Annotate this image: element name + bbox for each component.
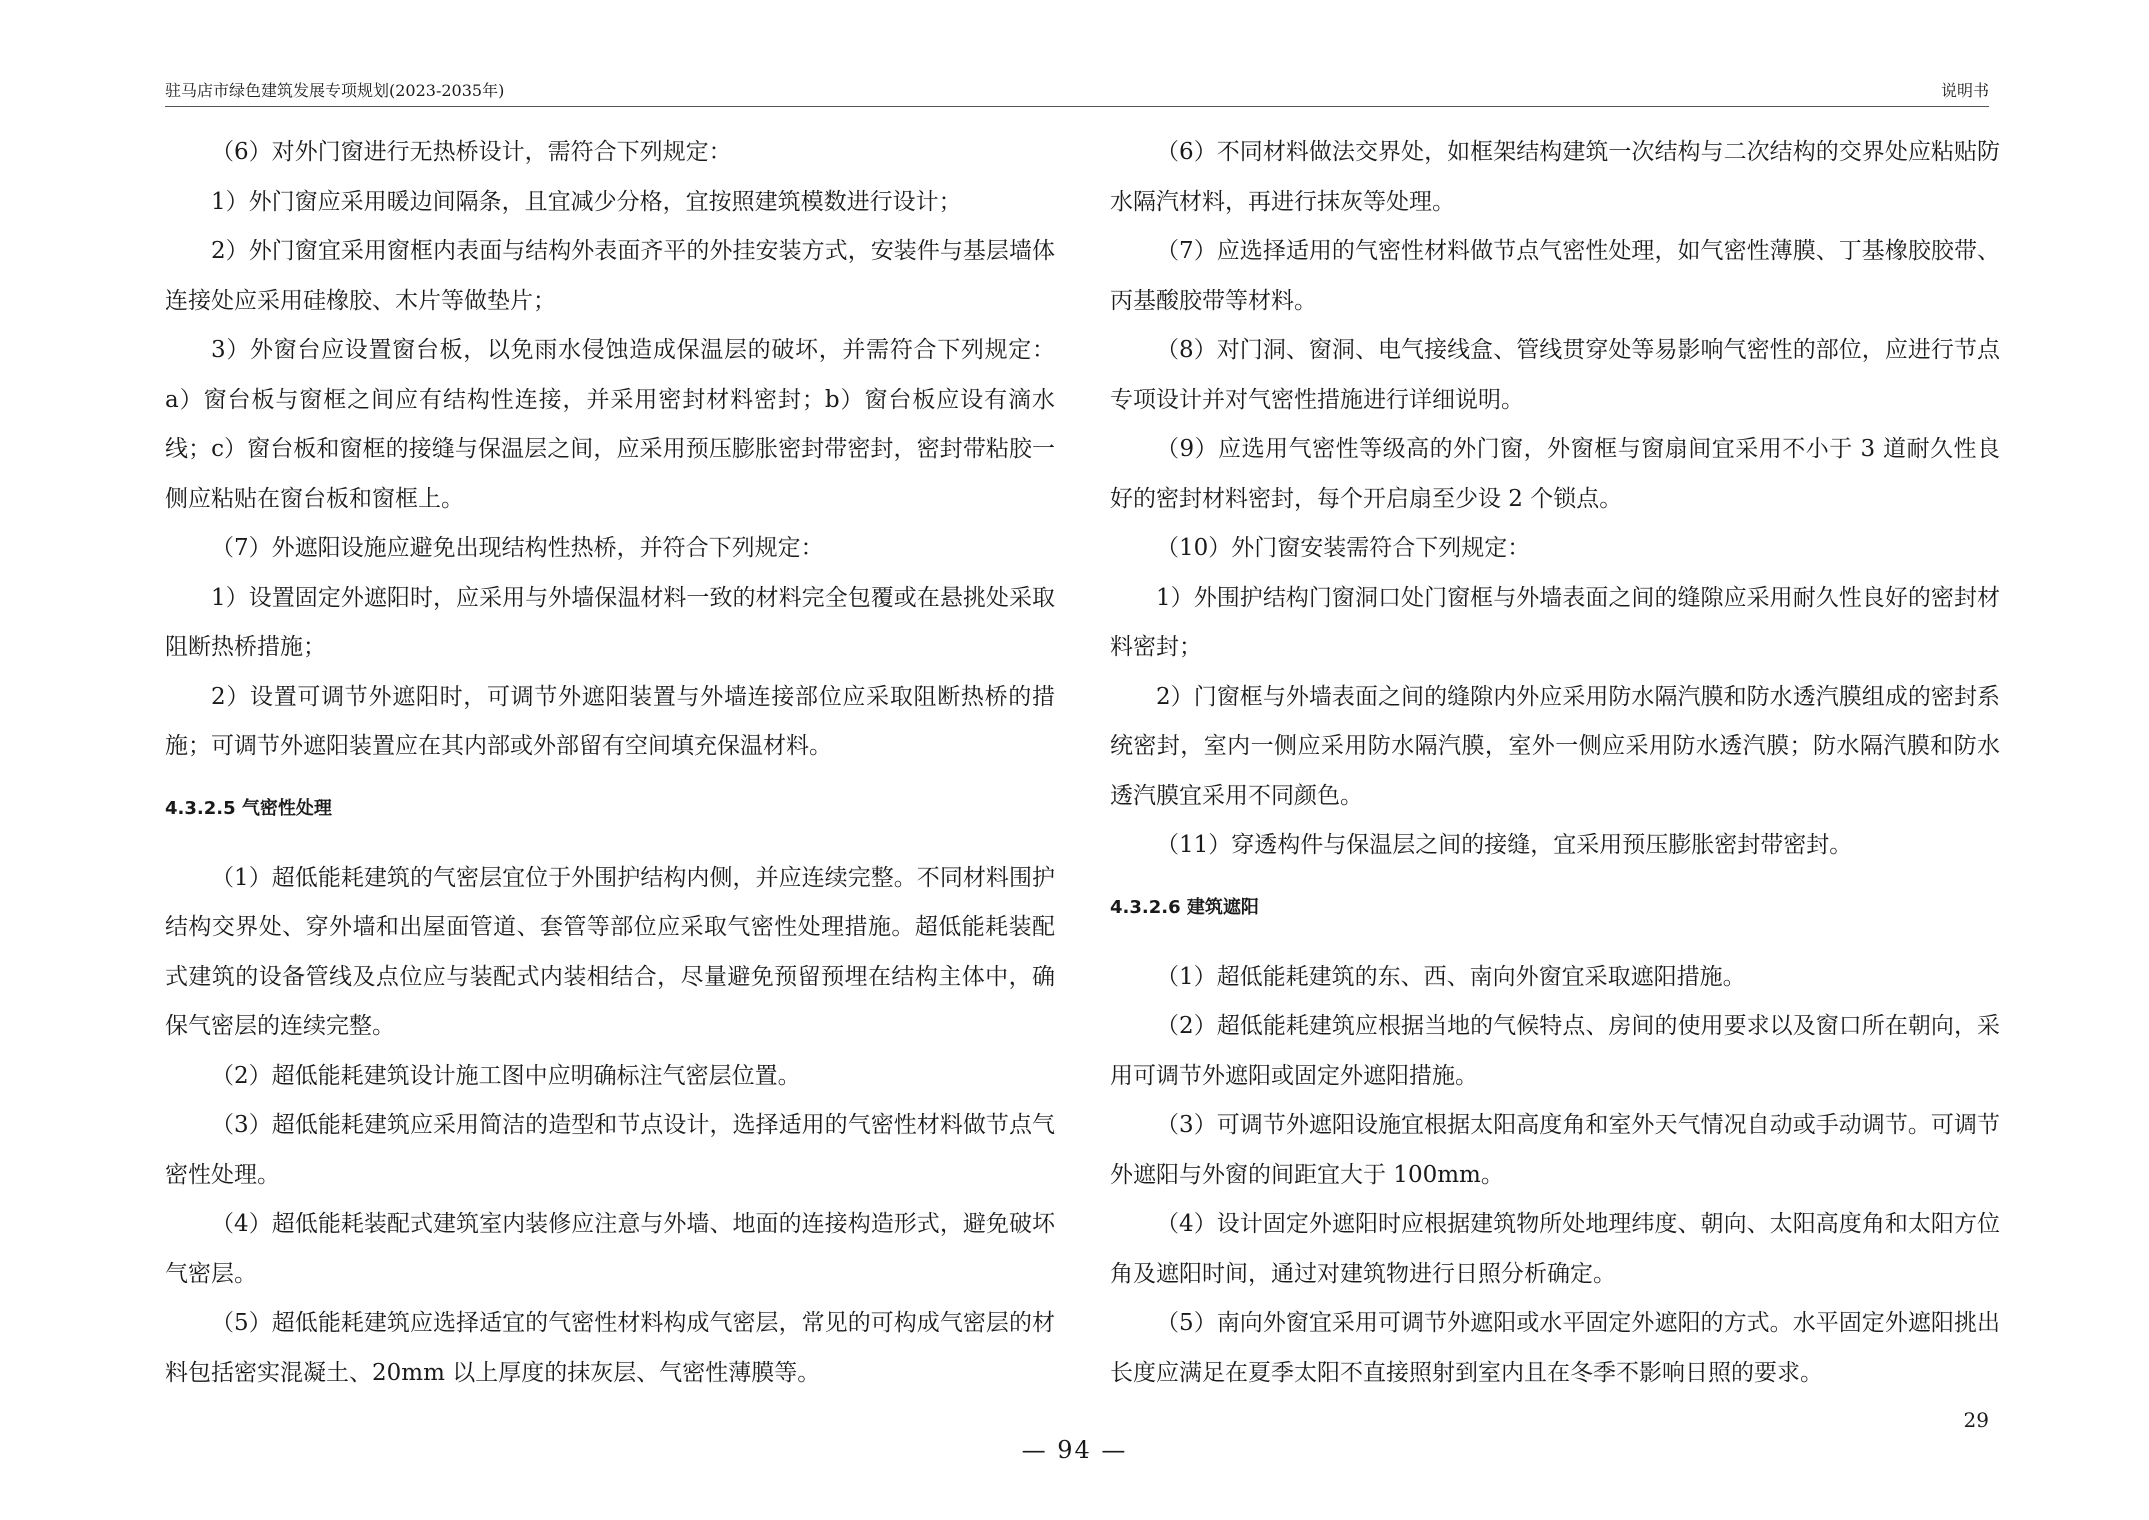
paragraph: （6）不同材料做法交界处，如框架结构建筑一次结构与二次结构的交界处应粘贴防水隔汽材料，再进行抹灰等处理。	[1110, 139, 2000, 215]
paragraph: （1）超低能耗建筑的东、西、南向外窗宜采取遮阳措施。	[1156, 963, 1746, 990]
paragraph: （2）超低能耗建筑设计施工图中应明确标注气密层位置。	[211, 1062, 801, 1089]
inner-page-number: 29	[1963, 1408, 1989, 1432]
paragraph: （2）超低能耗建筑应根据当地的气候特点、房间的使用要求以及窗口所在朝向，采用可调节外遮阳或固定外遮阳措施。	[1110, 1013, 2000, 1089]
paragraph: （6）对外门窗进行无热桥设计，需符合下列规定：	[211, 139, 732, 165]
right-column	[1110, 128, 2000, 1398]
paragraph: （10）外门窗安装需符合下列规定：	[1156, 535, 1531, 561]
paragraph: 1）外门窗应采用暖边间隔条，且宜减少分格，宜按照建筑模数进行设计；	[211, 188, 962, 215]
paragraph: （3）可调节外遮阳设施宜根据太阳高度角和室外天气情况自动或手动调节。可调节外遮阳与外窗的间距宜大于 100mm。	[1110, 1112, 2000, 1188]
page-number: — 94 —	[1021, 1436, 1128, 1464]
paragraph: （9）应选用气密性等级高的外门窗，外窗框与窗扇间宜采用不小于 3 道耐久性良好的密封材料密封，每个开启扇至少设 2 个锁点。	[1110, 436, 2000, 512]
paragraph: 1）设置固定外遮阳时，应采用与外墙保温材料一致的材料完全包覆或在悬挑处采取阻断热桥措施；	[165, 584, 1055, 660]
paragraph: 2）外门窗宜采用窗框内表面与结构外表面齐平的外挂安装方式，安装件与基层墙体连接处应采用硅橡胶、木片等做垫片；	[165, 238, 1055, 314]
paragraph: 2）设置可调节外遮阳时，可调节外遮阳装置与外墙连接部位应采取阻断热桥的措施；可调节外遮阳装置应在其内部或外部留有空间填充保温材料。	[165, 683, 1055, 759]
header-divider	[165, 106, 1989, 107]
paragraph: （5）南向外窗宜采用可调节外遮阳或水平固定外遮阳的方式。水平固定外遮阳挑出长度应满足在夏季太阳不直接照射到室内且在冬季不影响日照的要求。	[1110, 1310, 2000, 1386]
section-heading-airtightness: 4.3.2.5 气密性处理	[165, 797, 332, 819]
paragraph: 1）外围护结构门窗洞口处门窗框与外墙表面之间的缝隙应采用耐久性良好的密封材料密封；	[1110, 584, 2000, 660]
paragraph: （7）外遮阳设施应避免出现结构性热桥，并符合下列规定：	[211, 535, 824, 561]
paragraph: （4）设计固定外遮阳时应根据建筑物所处地理纬度、朝向、太阳高度角和太阳方位角及遮阳时间，通过对建筑物进行日照分析确定。	[1110, 1211, 2000, 1287]
document-section-header: 说明书	[1940, 81, 1989, 100]
paragraph: （8）对门洞、窗洞、电气接线盒、管线贯穿处等易影响气密性的部位，应进行节点专项设计并对气密性措施进行详细说明。	[1110, 337, 2000, 413]
paragraph: （7）应选择适用的气密性材料做节点气密性处理，如气密性薄膜、丁基橡胶胶带、丙基酸胶带等材料。	[1110, 238, 2000, 314]
paragraph: （3）超低能耗建筑应采用简洁的造型和节点设计，选择适用的气密性材料做节点气密性处理。	[165, 1112, 1055, 1188]
left-column	[165, 128, 1055, 1398]
document-title-header: 驻马店市绿色建筑发展专项规划(2023-2035年)	[165, 81, 505, 100]
paragraph: 3）外窗台应设置窗台板，以免雨水侵蚀造成保温层的破坏，并需符合下列规定：a）窗台板与窗框之间应有结构性连接，并采用密封材料密封；b）窗台板应设有滴水线；c）窗台板和窗框的接缝与保温层之间，应采用预压膨胀密封带密封，密封带粘胶一侧应粘贴在窗台板和窗框上。	[165, 337, 1055, 512]
paragraph: （1）超低能耗建筑的气密层宜位于外围护结构内侧，并应连续完整。不同材料围护结构交界处、穿外墙和出屋面管道、套管等部位应采取气密性处理措施。超低能耗装配式建筑的设备管线及点位应与装配式内装相结合，尽量避免预留预埋在结构主体中，确保气密层的连续完整。	[165, 864, 1055, 1039]
paragraph: （5）超低能耗建筑应选择适宜的气密性材料构成气密层，常见的可构成气密层的材料包括密实混凝土、20mm 以上厚度的抹灰层、气密性薄膜等。	[165, 1310, 1055, 1386]
paragraph: （4）超低能耗装配式建筑室内装修应注意与外墙、地面的连接构造形式，避免破坏气密层。	[165, 1211, 1055, 1287]
paragraph: 2）门窗框与外墙表面之间的缝隙内外应采用防水隔汽膜和防水透汽膜组成的密封系统密封，室内一侧应采用防水隔汽膜，室外一侧应采用防水透汽膜；防水隔汽膜和防水透汽膜宜采用不同颜色。	[1110, 683, 2000, 809]
section-heading-shading: 4.3.2.6 建筑遮阳	[1110, 896, 1259, 918]
paragraph: （11）穿透构件与保温层之间的接缝，宜采用预压膨胀密封带密封。	[1156, 832, 1853, 858]
